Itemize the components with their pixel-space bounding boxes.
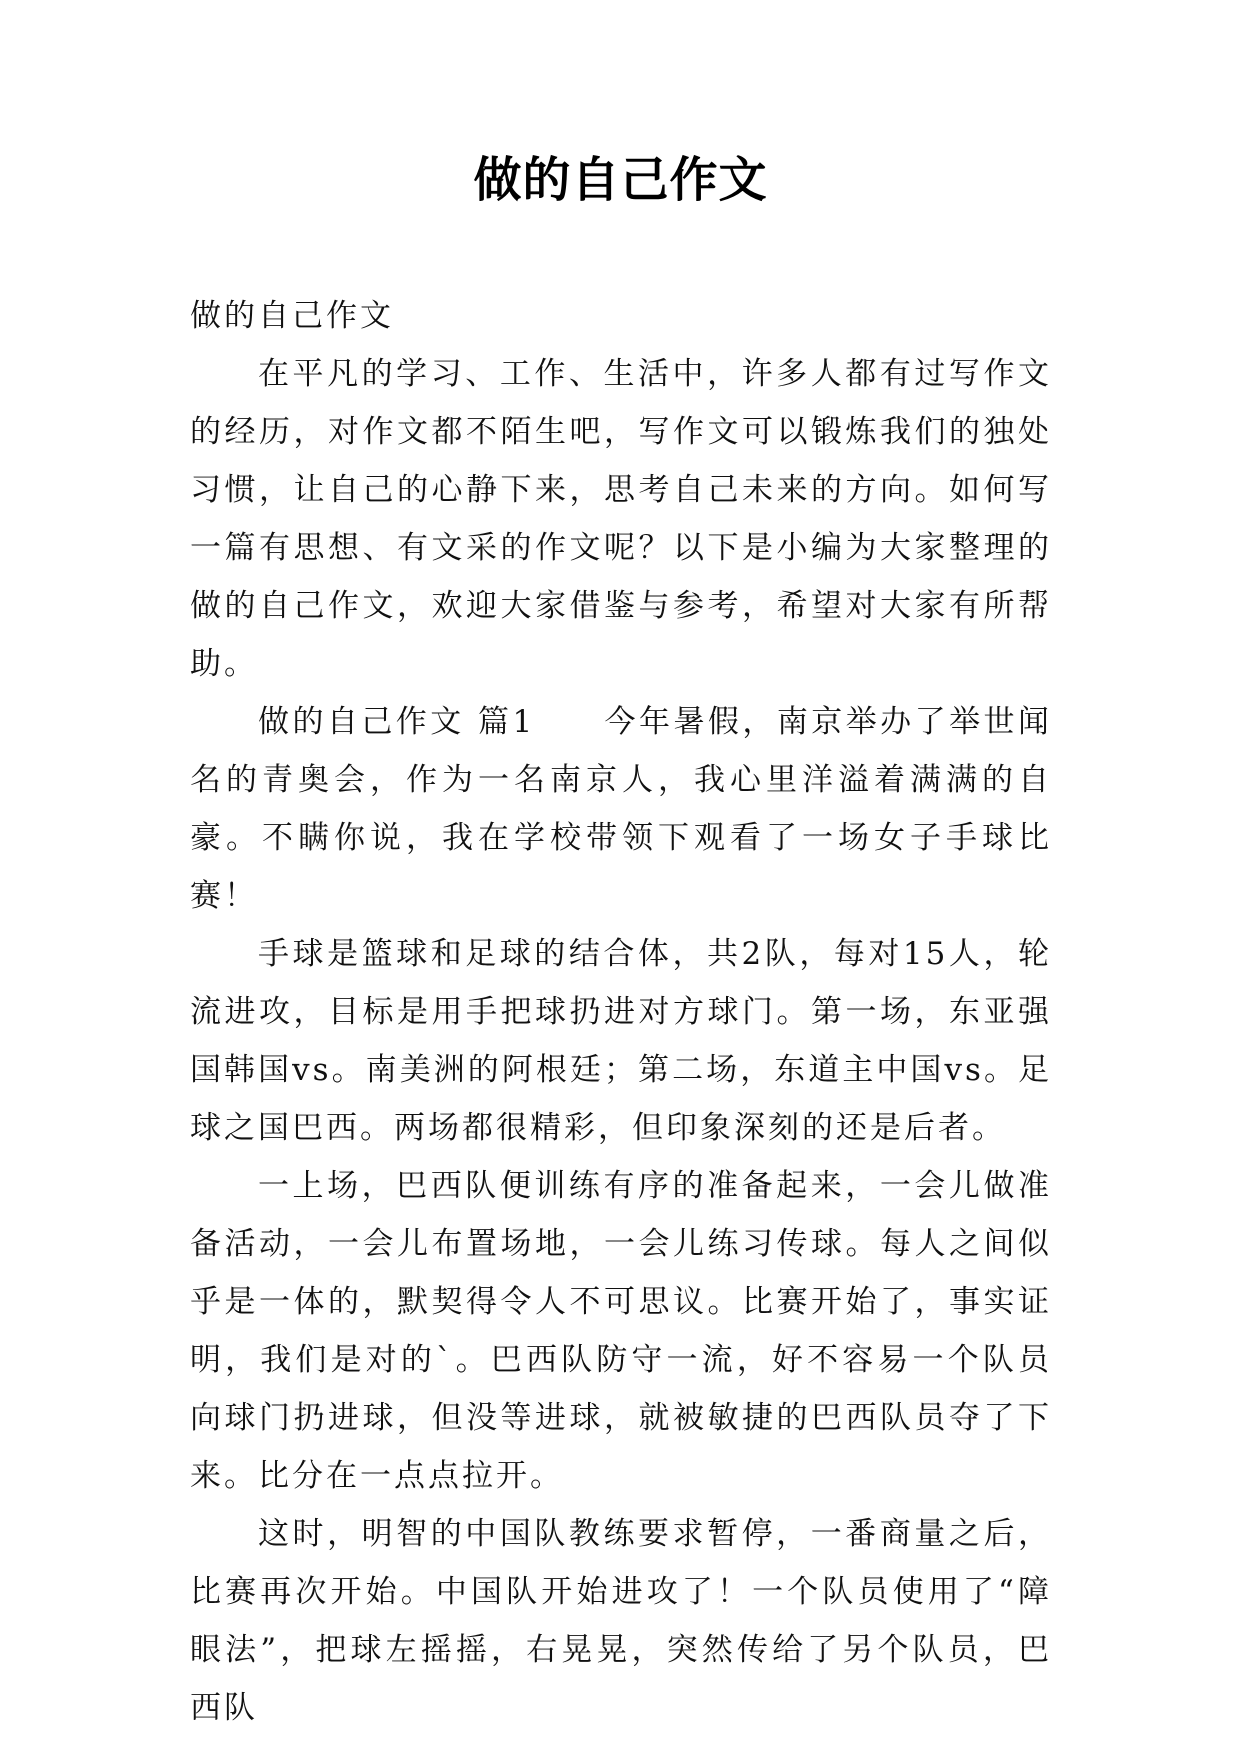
paragraph-china-attack: 这时，明智的中国队教练要求暂停，一番商量之后，比赛再次开始。中国队开始进攻了！一个队员使用了“障眼法”，把球左摇摇，右晃晃，突然传给了另个队员，巴西队 bbox=[190, 1516, 1052, 1726]
document-title: 做的自己作文 bbox=[473, 152, 768, 208]
paragraph-handball-rules: 手球是篮球和足球的结合体，共2队，每对15人，轮流进攻，目标是用手把球扔进对方球门。第一场，东亚强国韩国vs。南美洲的阿根廷；第二场，东道主中国vs。足球之国巴西。两场都很精彩，但印象深刻的还是后者。 bbox=[190, 936, 1052, 1146]
paragraph-brazil-team: 一上场，巴西队便训练有序的准备起来，一会儿做准备活动，一会儿布置场地，一会儿练习传球。每人之间似乎是一体的，默契得令人不可思议。比赛开始了，事实证明，我们是对的`。巴西队防守一流，好不容易一个队员向球门扔进球，但没等进球，就被敏捷的巴西队员夺了下来。比分在一点点拉开。 bbox=[190, 1168, 1052, 1494]
document-subtitle: 做的自己作文 bbox=[190, 298, 394, 334]
document-body bbox=[190, 287, 1052, 1737]
paragraph-intro: 在平凡的学习、工作、生活中，许多人都有过写作文的经历，对作文都不陌生吧，写作文可以锻炼我们的独处习惯，让自己的心静下来，思考自己未来的方向。如何写一篇有思想、有文采的作文呢？以下是小编为大家整理的做的自己作文，欢迎大家借鉴与参考，希望对大家有所帮助。 bbox=[190, 356, 1052, 682]
paragraph-essay-start: 做的自己作文 篇1 今年暑假，南京举办了举世闻名的青奥会，作为一名南京人，我心里洋溢着满满的自豪。不瞒你说，我在学校带领下观看了一场女子手球比赛！ bbox=[190, 704, 1052, 914]
